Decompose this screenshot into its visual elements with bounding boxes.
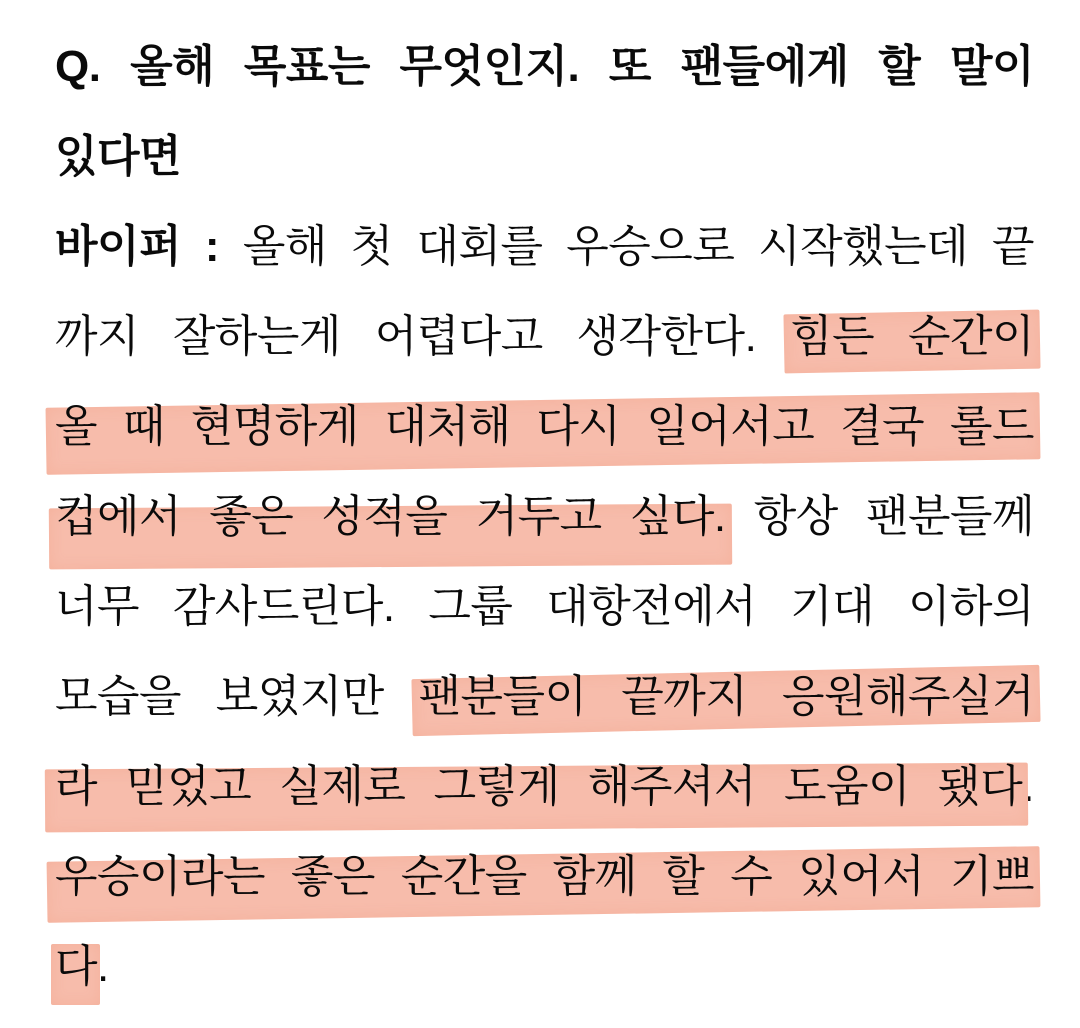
text-segment: 올해 첫 대회를 우승으로 시작했는데 끝 <box>242 222 1034 271</box>
text-line <box>55 112 1034 202</box>
article-text <box>55 22 1034 1012</box>
highlighted-text-segment: 우승이라는 좋은 순간을 함께 할 수 있어서 기쁘 <box>55 852 1034 901</box>
text-segment: . <box>97 942 109 991</box>
text-segment: . <box>1022 762 1034 811</box>
text-line <box>55 472 1034 562</box>
text-segment: 바이퍼 : <box>55 222 243 271</box>
text-line <box>55 292 1034 382</box>
text-line <box>55 832 1034 922</box>
text-segment: 너무 감사드린다. 그룹 대항전에서 기대 이하의 <box>55 582 1034 631</box>
text-line <box>55 562 1034 652</box>
text-line <box>55 652 1034 742</box>
text-line <box>55 202 1034 292</box>
highlighted-text-segment: 라 믿었고 실제로 그렇게 해주셔서 도움이 됐다 <box>55 762 1023 811</box>
text-line <box>55 22 1034 112</box>
text-segment: Q. 올해 목표는 무엇인지. 또 팬들에게 할 말이 <box>55 42 1034 91</box>
text-line <box>55 382 1034 472</box>
text-segment: 항상 팬분들께 <box>725 492 1034 541</box>
highlighted-text-segment: 힘든 순간이 <box>790 312 1034 361</box>
highlighted-text-segment: 팬분들이 끝까지 응원해주실거 <box>418 672 1034 721</box>
text-segment: 있다면 <box>55 132 182 181</box>
highlighted-text-segment: 올 때 현명하게 대처해 다시 일어서고 결국 롤드 <box>55 402 1034 451</box>
text-segment: 모습을 보였지만 <box>55 672 419 721</box>
text-line <box>55 922 1034 1012</box>
highlighted-text-segment: 컵에서 좋은 성적을 거두고 싶다. <box>55 492 726 541</box>
text-line <box>55 742 1034 832</box>
text-segment: 까지 잘하는게 어렵다고 생각한다. <box>55 312 791 361</box>
highlighted-text-segment: 다 <box>55 942 98 991</box>
